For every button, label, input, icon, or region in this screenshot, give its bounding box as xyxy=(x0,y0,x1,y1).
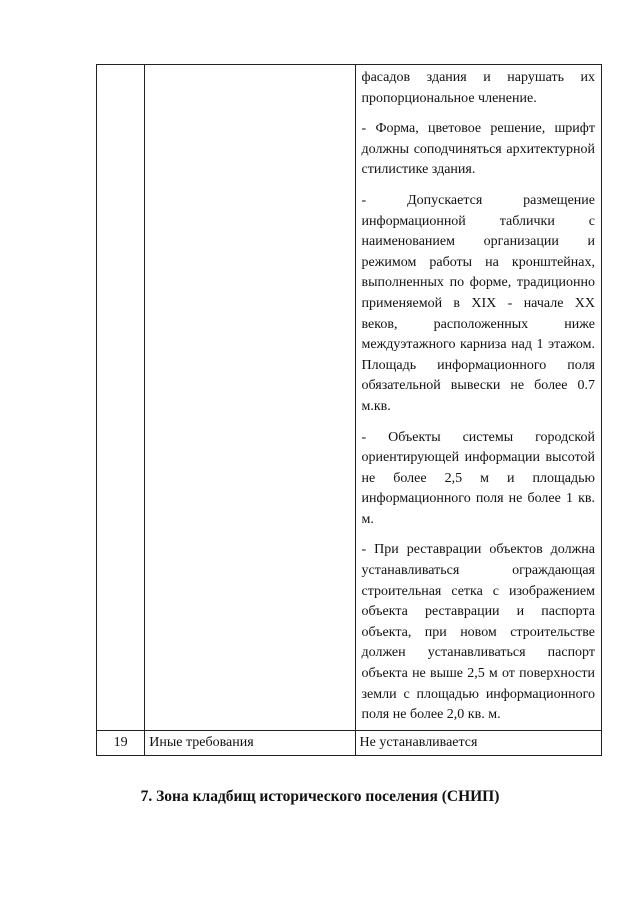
row-name-cell xyxy=(145,65,355,731)
table-row xyxy=(97,730,602,755)
requirement-paragraph: фасадов здания и нарушать их пропорциональное членение. xyxy=(361,70,595,106)
table-row-continued xyxy=(97,65,602,731)
requirement-paragraph: - При реставрации объектов должна устанавливаться ограждающая строительная сетка с изображением объекта реставрации и паспорта объекта, при новом строительстве должен устанавливаться паспорт объекта не выше 2,5 м от поверхности земли с площадью информационного поля не более 2,0 кв. м. xyxy=(361,542,595,723)
section-heading: 7. Зона кладбищ исторического поселения (СНИП) xyxy=(140,788,500,805)
row-value-cell: Не устанавливается xyxy=(355,730,601,755)
requirement-paragraph: - Объекты системы городской ориентирующей информации высотой не более 2,5 м и площадью информационного поля не более 1 кв. м. xyxy=(361,429,595,527)
requirement-paragraph: - Форма, цветовое решение, шрифт должны соподчиняться архитектурной стилистике здания. xyxy=(361,121,595,178)
requirements-table xyxy=(96,64,602,756)
requirements-cell xyxy=(355,65,601,731)
row-number-cell xyxy=(97,65,145,731)
row-name-cell: Иные требования xyxy=(145,730,355,755)
requirement-paragraph: - Допускается размещение информационной таблички с наименованием организации и режимом работы на кронштейнах, выполненных по форме, традиционно применяемой в XIX - начале XX веков, расположенных ниже междуэтажного карниза над 1 этажом. Площадь информационного поля обязательной вывески не более 0.7 м.кв. xyxy=(361,192,595,414)
row-number-cell: 19 xyxy=(97,730,145,755)
